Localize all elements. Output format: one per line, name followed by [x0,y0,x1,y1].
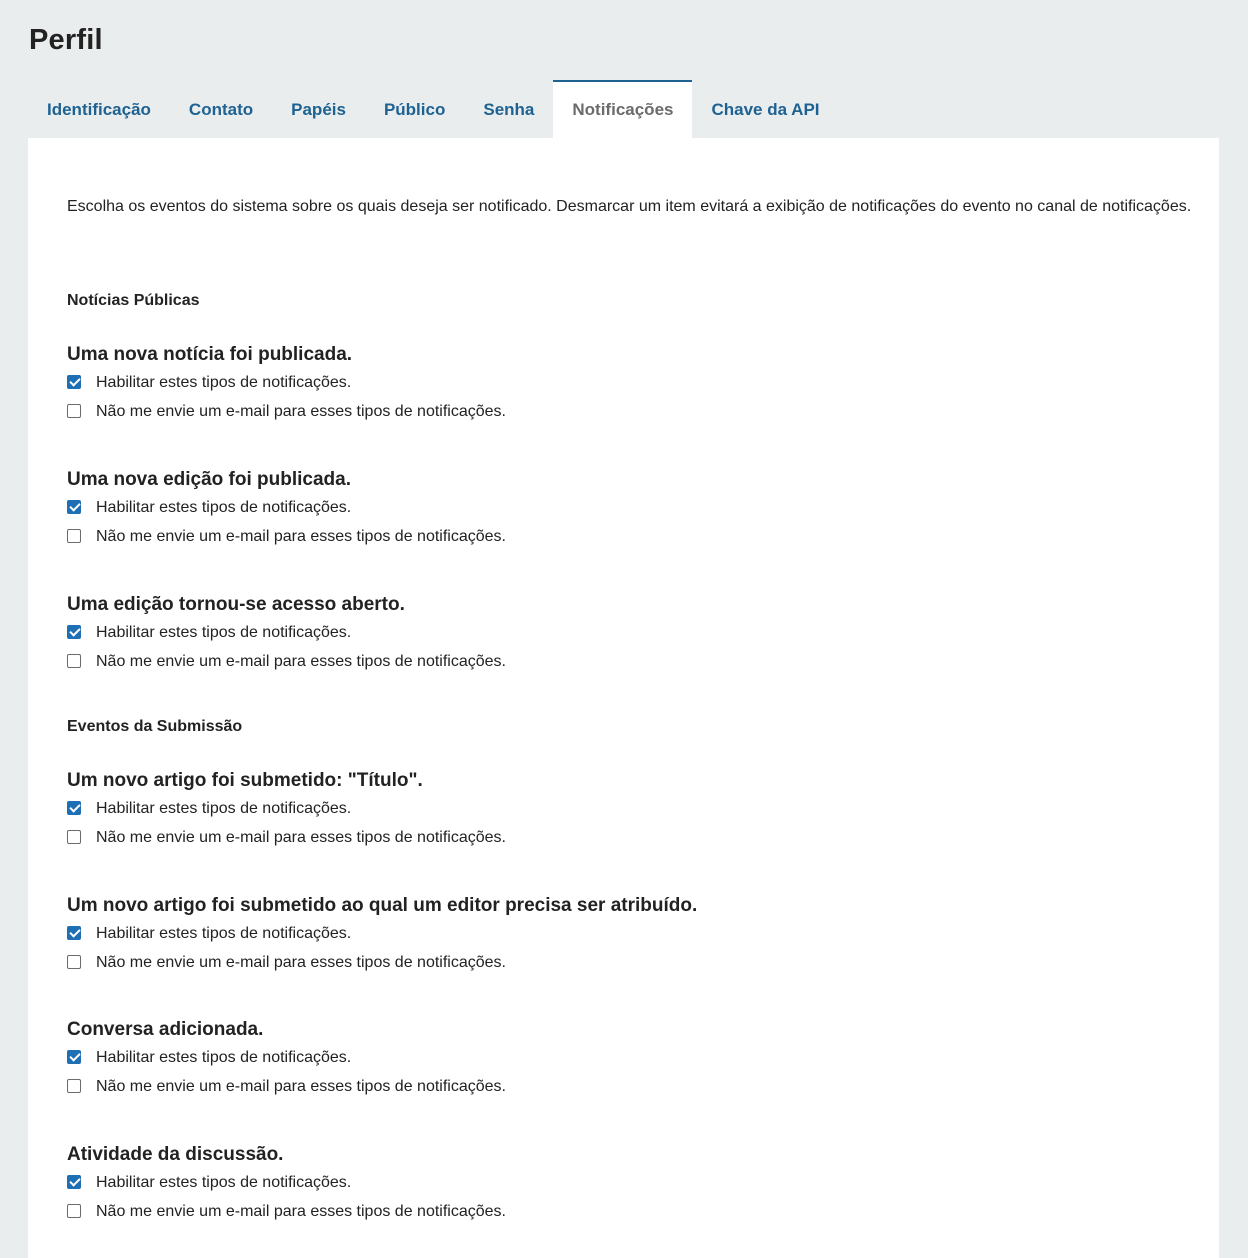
tab-publico[interactable]: Público [383,100,446,119]
enable-notifications-checkbox[interactable] [67,625,81,639]
section-title-noticias-publicas: Notícias Públicas [67,292,200,309]
enable-notifications-label: Habilitar estes tipos de notificações. [96,1048,352,1066]
no-email-label: Não me envie um e-mail para esses tipos de notificações. [96,953,506,971]
enable-notifications-checkbox[interactable] [67,1050,81,1064]
no-email-label: Não me envie um e-mail para esses tipos de notificações. [96,527,506,545]
notification-group [67,1142,1187,1226]
enable-notifications-label: Habilitar estes tipos de notificações. [96,924,352,942]
tab-papeis[interactable]: Papéis [291,100,346,119]
enable-notifications-label: Habilitar estes tipos de notificações. [96,498,352,516]
enable-notifications-label: Habilitar estes tipos de notificações. [96,623,352,641]
notifications-panel [28,138,1219,1258]
no-email-checkbox[interactable] [67,1204,81,1218]
section-title-eventos-submissao: Eventos da Submissão [67,718,243,735]
notification-group-title: Uma nova edição foi publicada. [67,469,352,490]
enable-notifications-option[interactable] [67,919,1187,948]
no-email-checkbox[interactable] [67,830,81,844]
notification-group-title: Uma nova notícia foi publicada. [67,344,353,365]
tab-identificacao[interactable]: Identificação [47,100,151,119]
enable-notifications-checkbox[interactable] [67,801,81,815]
no-email-label: Não me envie um e-mail para esses tipos de notificações. [96,1202,506,1220]
notification-group-title: Atividade da discussão. [67,1144,284,1165]
enable-notifications-option[interactable] [67,794,1187,823]
notification-group [67,1017,1187,1101]
notification-group-title: Um novo artigo foi submetido: "Título". [67,770,423,791]
tab-chave-api[interactable]: Chave da API [711,100,820,119]
enable-notifications-checkbox[interactable] [67,1175,81,1189]
notification-group-title: Uma edição tornou-se acesso aberto. [67,594,405,615]
enable-notifications-label: Habilitar estes tipos de notificações. [96,799,352,817]
page-title: Perfil [29,24,103,56]
no-email-label: Não me envie um e-mail para esses tipos de notificações. [96,828,506,846]
no-email-option[interactable] [67,522,1187,551]
no-email-label: Não me envie um e-mail para esses tipos de notificações. [96,402,506,420]
no-email-option[interactable] [67,948,1187,977]
no-email-option[interactable] [67,1072,1187,1101]
no-email-checkbox[interactable] [67,654,81,668]
enable-notifications-option[interactable] [67,618,1187,647]
enable-notifications-option[interactable] [67,1043,1187,1072]
no-email-option[interactable] [67,397,1187,426]
tab-contato[interactable]: Contato [188,100,254,119]
no-email-checkbox[interactable] [67,404,81,418]
enable-notifications-checkbox[interactable] [67,500,81,514]
no-email-checkbox[interactable] [67,955,81,969]
notification-group [67,467,1187,551]
enable-notifications-option[interactable] [67,368,1187,397]
enable-notifications-checkbox[interactable] [67,375,81,389]
tab-notificacoes[interactable]: Notificações [553,80,692,138]
enable-notifications-checkbox[interactable] [67,926,81,940]
enable-notifications-option[interactable] [67,1168,1187,1197]
no-email-checkbox[interactable] [67,1079,81,1093]
notification-group [67,893,1187,977]
notification-group-title: Conversa adicionada. [67,1019,264,1040]
notification-group [67,592,1187,676]
enable-notifications-option[interactable] [67,493,1187,522]
no-email-checkbox[interactable] [67,529,81,543]
no-email-label: Não me envie um e-mail para esses tipos de notificações. [96,652,506,670]
notification-group [67,342,1187,426]
no-email-label: Não me envie um e-mail para esses tipos de notificações. [96,1077,506,1095]
no-email-option[interactable] [67,823,1187,852]
enable-notifications-label: Habilitar estes tipos de notificações. [96,1173,352,1191]
intro-text: Escolha os eventos do sistema sobre os quais deseja ser notificado. Desmarcar um item evitará a exibição de notificações do evento no canal de notificações. [67,198,1192,215]
profile-tabs [28,80,839,138]
enable-notifications-label: Habilitar estes tipos de notificações. [96,373,352,391]
notification-group-title: Um novo artigo foi submetido ao qual um editor precisa ser atribuído. [67,895,698,916]
notification-group [67,768,1187,852]
tab-senha[interactable]: Senha [483,100,535,119]
no-email-option[interactable] [67,1197,1187,1226]
no-email-option[interactable] [67,647,1187,676]
